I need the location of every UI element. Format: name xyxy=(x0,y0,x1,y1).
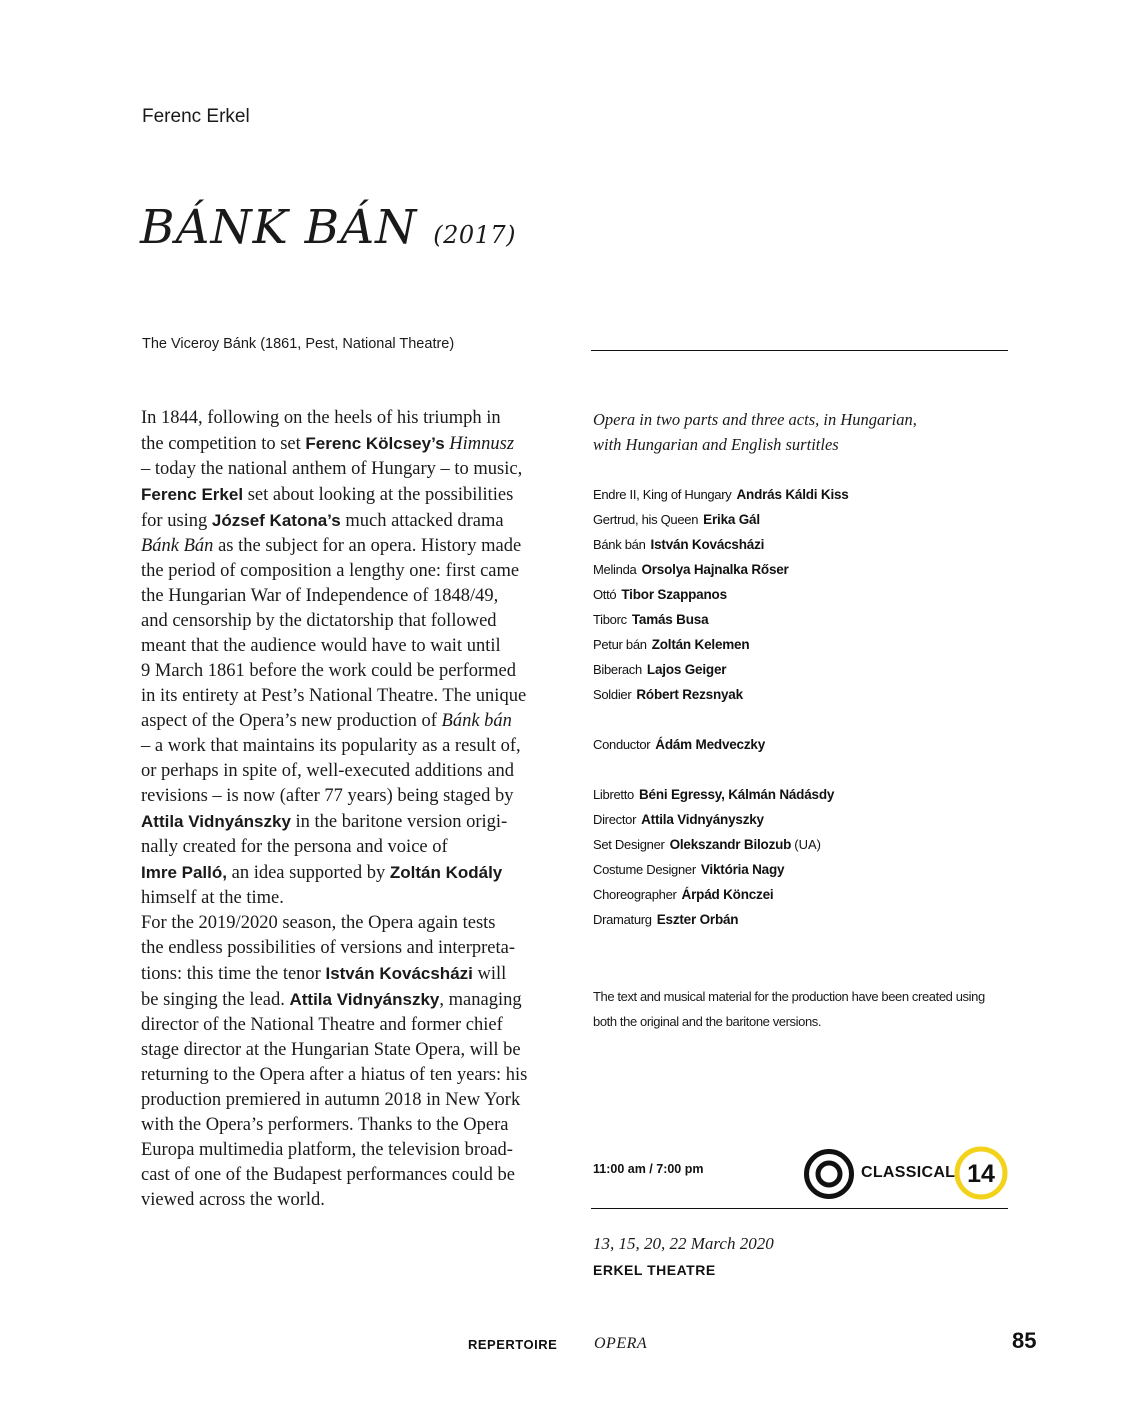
credit-row xyxy=(593,557,849,582)
synopsis-line xyxy=(141,684,551,709)
credit-row xyxy=(593,907,834,932)
text-run: aspect of the Opera’s new production of xyxy=(141,711,442,731)
bottom-divider xyxy=(591,1208,1008,1209)
text-run: the competition to set xyxy=(141,434,306,454)
synopsis-line xyxy=(141,961,551,987)
text-run: the period of composition a lengthy one: first came xyxy=(141,561,520,581)
text-run: will xyxy=(472,964,507,984)
credit-role: Libretto xyxy=(593,787,634,802)
synopsis-line xyxy=(141,835,551,860)
text-run: much attacked drama xyxy=(340,511,504,531)
text-run: tions: this time the tenor xyxy=(141,964,326,984)
synopsis-line xyxy=(141,457,551,482)
credit-name: Róbert Rezsnyak xyxy=(636,687,743,702)
text-run: For the 2019/2020 season, the Opera again tests xyxy=(141,913,496,933)
opera-subtitle: The Viceroy Bánk (1861, Pest, National Theatre) xyxy=(142,336,455,352)
bold-name: Zoltán Kodály xyxy=(389,863,503,882)
credit-name: István Kovácsházi xyxy=(650,537,765,552)
credit-role: Petur bán xyxy=(593,637,647,652)
credit-name: Viktória Nagy xyxy=(700,862,785,877)
credit-row xyxy=(593,832,834,857)
text-run: 9 March 1861 before the work could be performed xyxy=(141,661,517,681)
credit-row xyxy=(593,682,849,707)
venue-name: ERKEL THEATRE xyxy=(593,1262,716,1278)
text-run: returning to the Opera after a hiatus of ten years: his xyxy=(141,1065,528,1085)
text-run: himself at the time. xyxy=(141,888,284,908)
credit-row xyxy=(593,732,765,757)
synopsis-line xyxy=(141,508,551,534)
synopsis-line xyxy=(141,809,551,835)
text-run: production premiered in autumn 2018 in New York xyxy=(141,1090,521,1110)
credit-name: Zoltán Kelemen xyxy=(651,637,750,652)
bold-name: Ferenc Kölcsey’s xyxy=(305,434,445,453)
credit-row xyxy=(593,807,834,832)
text-run: In 1844, following on the heels of his triumph in xyxy=(141,408,501,428)
synopsis-line xyxy=(141,860,551,886)
performance-dates: 13, 15, 20, 22 March 2020 xyxy=(593,1234,774,1253)
production-description xyxy=(593,407,917,457)
production-note xyxy=(593,984,993,1034)
credit-row xyxy=(593,532,849,557)
synopsis-line xyxy=(141,534,551,559)
performance-times: 11:00 am / 7:00 pm xyxy=(593,1162,704,1176)
credit-row xyxy=(593,857,834,882)
text-run: director of the National Theatre and former chief xyxy=(141,1015,503,1035)
synopsis-line xyxy=(141,734,551,759)
synopsis-line xyxy=(141,559,551,584)
concentric-ring-icon xyxy=(803,1148,855,1200)
credit-name: Orsolya Hajnalka Rőser xyxy=(641,562,789,577)
synopsis-line xyxy=(141,1088,551,1113)
text-run: as the subject for an opera. History made xyxy=(213,536,522,556)
credit-role: Costume Designer xyxy=(593,862,696,877)
top-divider xyxy=(591,350,1008,351)
page-number: 85 xyxy=(1012,1328,1037,1353)
synopsis-line xyxy=(141,911,551,936)
text-run: nally created for the persona and voice of xyxy=(141,837,448,857)
bold-name: József Katona’s xyxy=(211,511,341,530)
synopsis-line xyxy=(141,659,551,684)
credit-role: Tiborc xyxy=(593,612,627,627)
credit-role: Conductor xyxy=(593,737,651,752)
text-run: stage director at the Hungarian State Opera, will be xyxy=(141,1040,521,1060)
bold-name: Ferenc Erkel xyxy=(141,485,244,504)
text-run: in its entirety at Pest’s National Theatre. The unique xyxy=(141,686,527,706)
synopsis-text xyxy=(141,406,551,1213)
synopsis-line xyxy=(141,1188,551,1213)
synopsis-line xyxy=(141,936,551,961)
cast-list xyxy=(593,482,849,707)
text-run: the Hungarian War of Independence of 1848/49, xyxy=(141,586,499,606)
opera-title: BÁNK BÁN xyxy=(140,200,418,255)
credit-role: Dramaturg xyxy=(593,912,652,927)
credit-name: Lajos Geiger xyxy=(646,662,727,677)
text-run: cast of one of the Budapest performances could be xyxy=(141,1165,515,1185)
synopsis-line xyxy=(141,1038,551,1063)
credit-name: Tamás Busa xyxy=(631,612,709,627)
credit-role: Biberach xyxy=(593,662,642,677)
text-run: – a work that maintains its popularity as a result of, xyxy=(141,736,521,756)
text-run: in the baritone version origi- xyxy=(290,812,508,832)
age-rating-badge-icon xyxy=(954,1146,1008,1200)
credit-row xyxy=(593,657,849,682)
footer-section: REPERTOIRE xyxy=(468,1337,558,1352)
italic-title: Bánk Bán xyxy=(141,536,214,556)
credit-role: Endre II, King of Hungary xyxy=(593,487,732,502)
italic-title: Himnusz xyxy=(449,434,515,454)
synopsis-line xyxy=(141,406,551,431)
credit-role: Ottó xyxy=(593,587,617,602)
text-run: the endless possibilities of versions and interpreta- xyxy=(141,938,516,958)
credit-name: Béni Egressy, Kálmán Nádásdy xyxy=(638,787,835,802)
synopsis-line xyxy=(141,709,551,734)
synopsis-line xyxy=(141,584,551,609)
synopsis-line xyxy=(141,784,551,809)
creative-team-list xyxy=(593,782,834,932)
synopsis-line xyxy=(141,1113,551,1138)
text-run: viewed across the world. xyxy=(141,1190,325,1210)
credit-row xyxy=(593,482,849,507)
credit-role: Director xyxy=(593,812,637,827)
synopsis-line xyxy=(141,609,551,634)
production-year: (2017) xyxy=(433,221,517,249)
age-rating-text: 14 xyxy=(967,1160,995,1188)
synopsis-line xyxy=(141,431,551,457)
bold-name: Imre Palló, xyxy=(141,863,227,882)
credit-role: Gertrud, his Queen xyxy=(593,512,699,527)
synopsis-line xyxy=(141,1138,551,1163)
credit-row xyxy=(593,632,849,657)
description-line: with Hungarian and English surtitles xyxy=(593,435,839,454)
synopsis-line xyxy=(141,1163,551,1188)
credit-row xyxy=(593,882,834,907)
credit-role: Bánk bán xyxy=(593,537,646,552)
synopsis-line xyxy=(141,1063,551,1088)
credit-row xyxy=(593,507,849,532)
credit-note: (UA) xyxy=(794,837,821,852)
credit-role: Melinda xyxy=(593,562,637,577)
text-run: or perhaps in spite of, well-executed additions and xyxy=(141,761,514,781)
description-line: Opera in two parts and three acts, in Hungarian, xyxy=(593,410,917,429)
text-run: Europa multimedia platform, the television broad- xyxy=(141,1140,513,1160)
credit-row xyxy=(593,582,849,607)
note-line: both the original and the baritone versions. xyxy=(593,1014,822,1029)
text-run: with the Opera’s performers. Thanks to the Opera xyxy=(141,1115,509,1135)
credit-name: Eszter Orbán xyxy=(656,912,739,927)
credit-role: Choreographer xyxy=(593,887,677,902)
text-run: revisions – is now (after 77 years) being staged by xyxy=(141,786,514,806)
credit-role: Set Designer xyxy=(593,837,665,852)
credit-name: András Káldi Kiss xyxy=(736,487,849,502)
text-run: be singing the lead. xyxy=(141,990,290,1010)
channel-label: CLASSICAL xyxy=(861,1164,956,1181)
synopsis-line xyxy=(141,634,551,659)
synopsis-line xyxy=(141,482,551,508)
credit-role: Soldier xyxy=(593,687,632,702)
text-run: for using xyxy=(141,511,212,531)
text-run: an idea supported by xyxy=(226,863,390,883)
page-title xyxy=(140,200,516,255)
footer-category: OPERA xyxy=(594,1335,648,1352)
text-run: , managing xyxy=(439,990,522,1010)
synopsis-line xyxy=(141,1013,551,1038)
credit-name: Ádám Medveczky xyxy=(655,737,766,752)
bold-name: István Kovácsházi xyxy=(325,964,473,983)
text-run: – today the national anthem of Hungary – to music, xyxy=(141,459,523,479)
text-run: meant that the audience would have to wait until xyxy=(141,636,501,656)
italic-title: Bánk bán xyxy=(441,711,512,731)
conductor-credit xyxy=(593,732,765,757)
credit-name: Olekszandr Bilozub xyxy=(669,837,792,852)
credit-name: Árpád Könczei xyxy=(681,887,774,902)
composer-name: Ferenc Erkel xyxy=(142,106,250,127)
credit-name: Erika Gál xyxy=(703,512,760,527)
synopsis-line xyxy=(141,759,551,784)
credit-row xyxy=(593,782,834,807)
bold-name: Attila Vidnyánszky xyxy=(141,812,291,831)
credit-name: Tibor Szappanos xyxy=(621,587,727,602)
text-run: set about looking at the possibilities xyxy=(243,485,514,505)
synopsis-line xyxy=(141,987,551,1013)
credit-name: Attila Vidnyányszky xyxy=(641,812,764,827)
note-line: The text and musical material for the production have been created using xyxy=(593,989,985,1004)
credit-row xyxy=(593,607,849,632)
synopsis-line xyxy=(141,886,551,911)
text-run: and censorship by the dictatorship that followed xyxy=(141,611,497,631)
bold-name: Attila Vidnyánszky xyxy=(289,990,440,1009)
